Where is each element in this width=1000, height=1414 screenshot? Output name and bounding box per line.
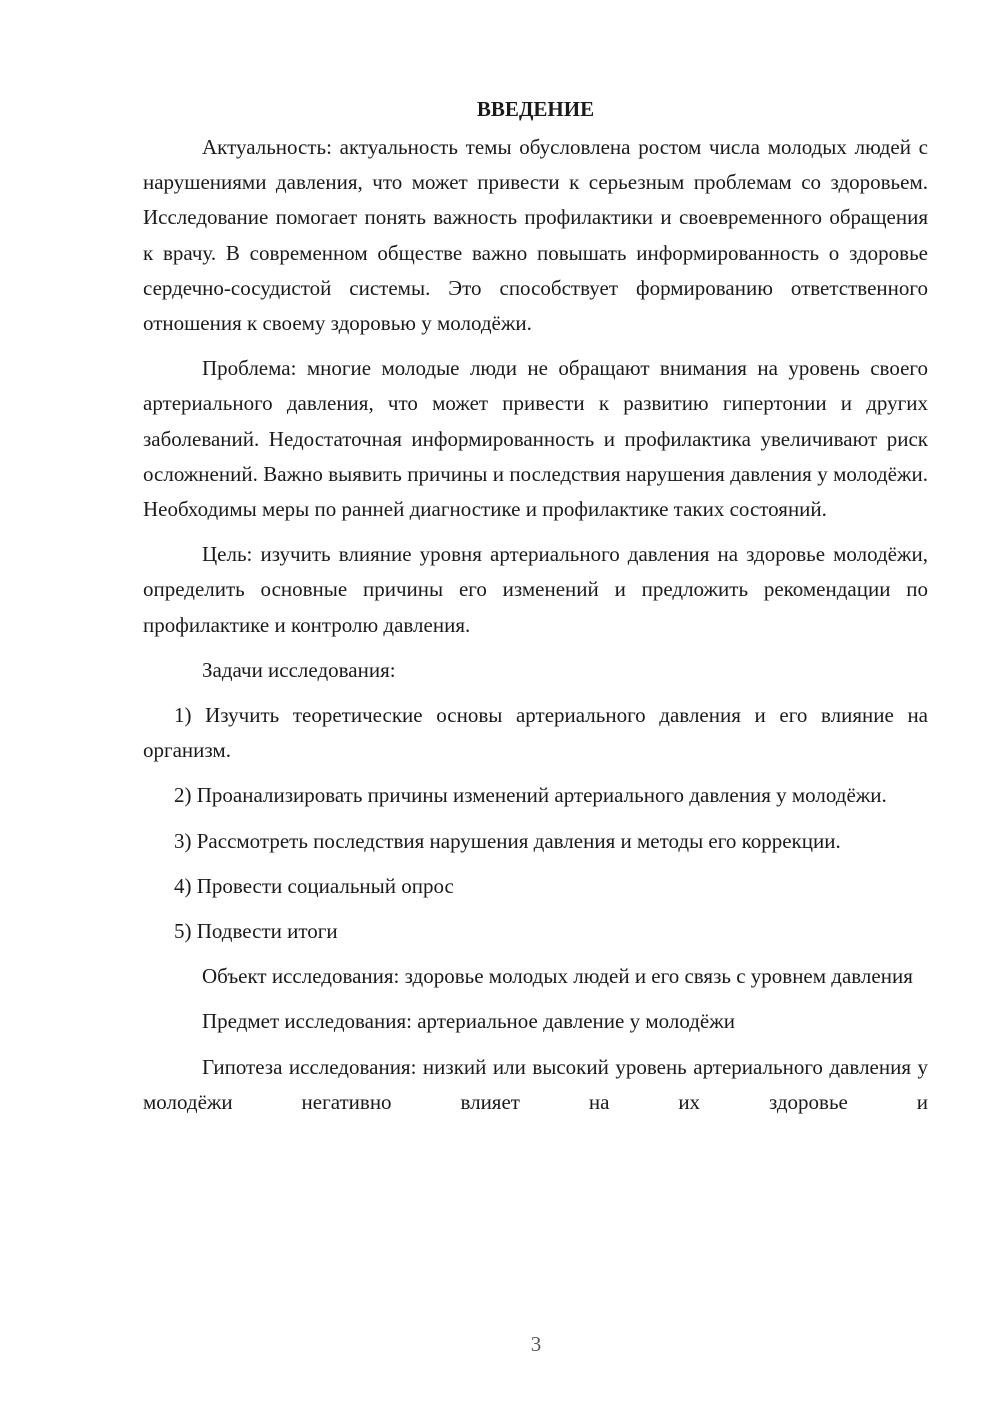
document-page bbox=[143, 92, 928, 1130]
goal-paragraph: Цель: изучить влияние уровня артериального давления на здоровье молодёжи, определить основные причины его изменений и предложить рекомендации по профилактике и контролю давления. bbox=[143, 542, 928, 637]
relevance-paragraph: Актуальность: актуальность темы обусловлена ростом числа молодых людей с нарушениями давления, что может привести к серьезным проблемам со здоровьем. Исследование помогает понять важность профилактики и своевременного обращения к врачу. В современном обществе важно повышать информированность о здоровье сердечно-сосудистой системы. Это способствует формированию ответственного отношения к своему здоровью у молодёжи. bbox=[143, 135, 928, 336]
page-number: 3 bbox=[530, 1332, 542, 1356]
task-item-5: 5) Подвести итоги bbox=[174, 919, 338, 944]
task-item-3: 3) Рассмотреть последствия нарушения давления и методы его коррекции. bbox=[174, 828, 841, 853]
tasks-intro: Задачи исследования: bbox=[202, 657, 396, 682]
subject-paragraph: Предмет исследования: артериальное давление у молодёжи bbox=[202, 1009, 735, 1034]
task-item-4: 4) Провести социальный опрос bbox=[174, 873, 454, 898]
hypothesis-paragraph: Гипотеза исследования: низкий или высокий уровень артериального давления у молодёжи негативно влияет на их здоровье и bbox=[143, 1054, 928, 1114]
problem-paragraph: Проблема: многие молодые люди не обращают внимания на уровень своего артериального давления, что может привести к развитию гипертонии и других заболеваний. Недостаточная информированность и профилактика увеличивают риск осложнений. Важно выявить причины и последствия нарушения давления у молодёжи. Необходимы меры по ранней диагностике и профилактике таких состояний. bbox=[143, 356, 928, 522]
task-item-1: 1) Изучить теоретические основы артериального давления и его влияние на организм. bbox=[143, 703, 928, 763]
section-heading: ВВЕДЕНИЕ bbox=[476, 97, 595, 121]
task-item-2: 2) Проанализировать причины изменений артериального давления у молодёжи. bbox=[174, 783, 887, 808]
object-paragraph: Объект исследования: здоровье молодых людей и его связь с уровнем давления bbox=[202, 964, 913, 989]
